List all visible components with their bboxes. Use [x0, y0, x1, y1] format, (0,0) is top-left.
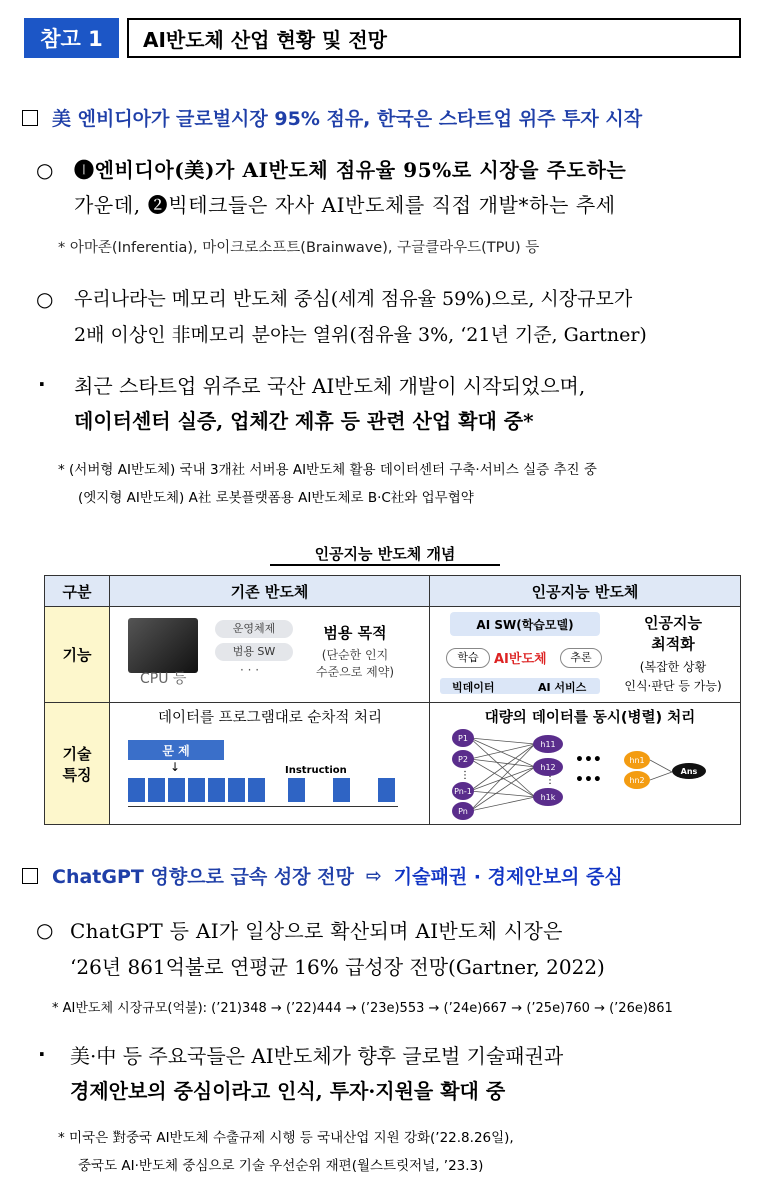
s1-bullet1-line2: 가운데, ❷빅테크들은 자사 AI반도체를 직접 개발*하는 추세 [74, 193, 616, 217]
bullet-dot-icon: · [38, 1042, 46, 1066]
horizontal-dots: ••• [575, 752, 602, 768]
table-header-cell: 구분 [45, 576, 110, 607]
bullet-circle-icon: ○ [36, 287, 54, 311]
output-node: hn2 [624, 771, 650, 789]
ai-service-label: AI 서비스 [538, 681, 587, 694]
section1-title: 美 엔비디아가 글로벌시장 95% 점유, 한국은 스타트업 위주 투자 시작 [52, 108, 643, 130]
ai-optimized-title2: 최적화 [651, 635, 695, 653]
s2-bullet1-line1: ChatGPT 등 AI가 일상으로 확산되며 AI반도체 시장은 [70, 919, 563, 943]
general-purpose-sub2: 수준으로 제약) [315, 665, 395, 679]
section1-heading [22, 104, 642, 131]
s1-bullet1-line1: ❶엔비디아(美)가 AI반도체 점유율 95%로 시장을 주도하는 [74, 158, 627, 182]
ai-optimized-title1: 인공지능 [644, 614, 702, 632]
horizontal-dots: ••• [575, 772, 602, 788]
parallel-text: 대량의 데이터를 동시(병렬) 처리 [484, 710, 696, 726]
input-node: Pn [452, 802, 474, 820]
arrow-icon: ⇨ [365, 864, 382, 887]
s2-note2-line2: 중국도 AI·반도체 중심으로 기술 우선순위 재편(월스트릿저널, ’23.3) [78, 1158, 484, 1174]
os-chip: 운영체제 [215, 620, 293, 638]
bullet-circle-icon: ○ [36, 918, 54, 942]
input-node: P1 [452, 729, 474, 747]
cpu-chip-icon [128, 618, 198, 673]
bigdata-label: 빅데이터 [452, 681, 495, 694]
vertical-dots: ⋮ [460, 770, 470, 781]
row-label-tech: 기술 특징 [45, 703, 110, 825]
section2-heading [22, 862, 623, 889]
down-arrow-icon: ↓ [170, 760, 181, 774]
reference-label: 참고 1 [24, 18, 119, 58]
general-purpose-sub1: (단순한 인지 [321, 648, 389, 662]
section2-title-part2: 기술패권 · 경제안보의 중심 [393, 866, 623, 888]
output-node: hn1 [624, 751, 650, 769]
s1-note2-line2: (엣지형 AI반도체) A社 로봇플랫폼용 AI반도체로 B·C社와 업무협약 [78, 490, 474, 506]
bullet-circle-icon: ○ [36, 158, 54, 182]
s1-bullet2-line1: 우리나라는 메모리 반도체 중심(세계 점유율 59%)으로, 시장규모가 [74, 288, 633, 310]
table-header-row [45, 576, 741, 607]
sw-chip: 범용 SW [215, 643, 293, 661]
learning-chip: 학습 [446, 648, 490, 668]
vertical-dots: ⋮ [545, 775, 555, 786]
s2-note2-line1: * 미국은 對중국 AI반도체 수출규제 시행 등 국내산업 지원 강화(’22.8.26일), [58, 1130, 514, 1146]
checkbox-icon [22, 868, 38, 884]
table-header-cell: 기존 반도체 [110, 576, 430, 607]
general-purpose-title: 범용 목적 [323, 624, 387, 642]
table-header-cell: 인공지능 반도체 [430, 576, 741, 607]
ai-sw-label: AI SW(학습모델) [476, 617, 574, 632]
hidden-node: h11 [533, 735, 563, 753]
row-label-function: 기능 [45, 607, 110, 703]
hidden-node: h12 [533, 758, 563, 776]
s1-note2-line1: * (서버형 AI반도체) 국내 3개社 서버용 AI반도체 활용 데이터센터 구축·서비스 실증 추진 중 [58, 462, 597, 478]
s1-bullet3-line2: 데이터센터 실증, 업체간 제휴 등 관련 산업 확대 중* [74, 409, 534, 433]
ai-optimized-sub2: 인식·판단 등 가능) [624, 679, 722, 693]
s1-bullet3-line1: 최근 스타트업 위주로 국산 AI반도체 개발이 시작되었으며, [74, 374, 586, 398]
checkbox-icon [22, 110, 38, 126]
inference-chip: 추론 [560, 648, 602, 668]
page-title: AI반도체 산업 현황 및 전망 [127, 18, 741, 58]
sequential-text: 데이터를 프로그램대로 순차적 처리 [158, 710, 382, 726]
s2-bullet2-line1: 美·中 등 주요국들은 AI반도체가 향후 글로벌 기술패권과 [70, 1044, 564, 1068]
more-dots: · · · [240, 663, 260, 677]
input-node: Pn-1 [452, 782, 474, 800]
instruction-blocks [128, 778, 398, 802]
input-node: P2 [452, 750, 474, 768]
s1-bullet2-line2: 2배 이상인 非메모리 분야는 열위(점유율 3%, ‘21년 기준, Gartner) [74, 324, 647, 346]
s2-bullet1-line2: ‘26년 861억불로 연평균 16% 급성장 전망(Gartner, 2022) [70, 955, 605, 979]
s1-note1: * 아마존(Inferentia), 마이크로소프트(Brainwave), 구글클라우드(TPU) 등 [58, 240, 540, 256]
problem-box: 문 제 [128, 740, 224, 760]
section2-title-part1: ChatGPT 영향으로 급속 성장 전망 [52, 866, 354, 888]
ai-chip-label: AI반도체 [494, 652, 547, 667]
bullet-dot-icon: · [38, 372, 46, 396]
ai-optimized-sub1: (복잡한 상황 [639, 660, 707, 674]
figure-caption: 인공지능 반도체 개념 [270, 543, 500, 566]
ai-sw-box [450, 612, 600, 636]
cpu-label: CPU 등 [140, 671, 187, 687]
s2-note1: * AI반도체 시장규모(억불): (’21)348 → (’22)444 → (’23e)553 → (’24e)667 → (’25e)760 → (’26e)861 [52, 1001, 673, 1016]
hidden-node: h1k [533, 788, 563, 806]
s2-bullet2-line2: 경제안보의 중심이라고 인식, 투자·지원을 확대 중 [70, 1079, 506, 1103]
instruction-label: Instruction [285, 765, 347, 776]
answer-node: Ans [672, 763, 706, 779]
timeline-line [128, 806, 398, 807]
